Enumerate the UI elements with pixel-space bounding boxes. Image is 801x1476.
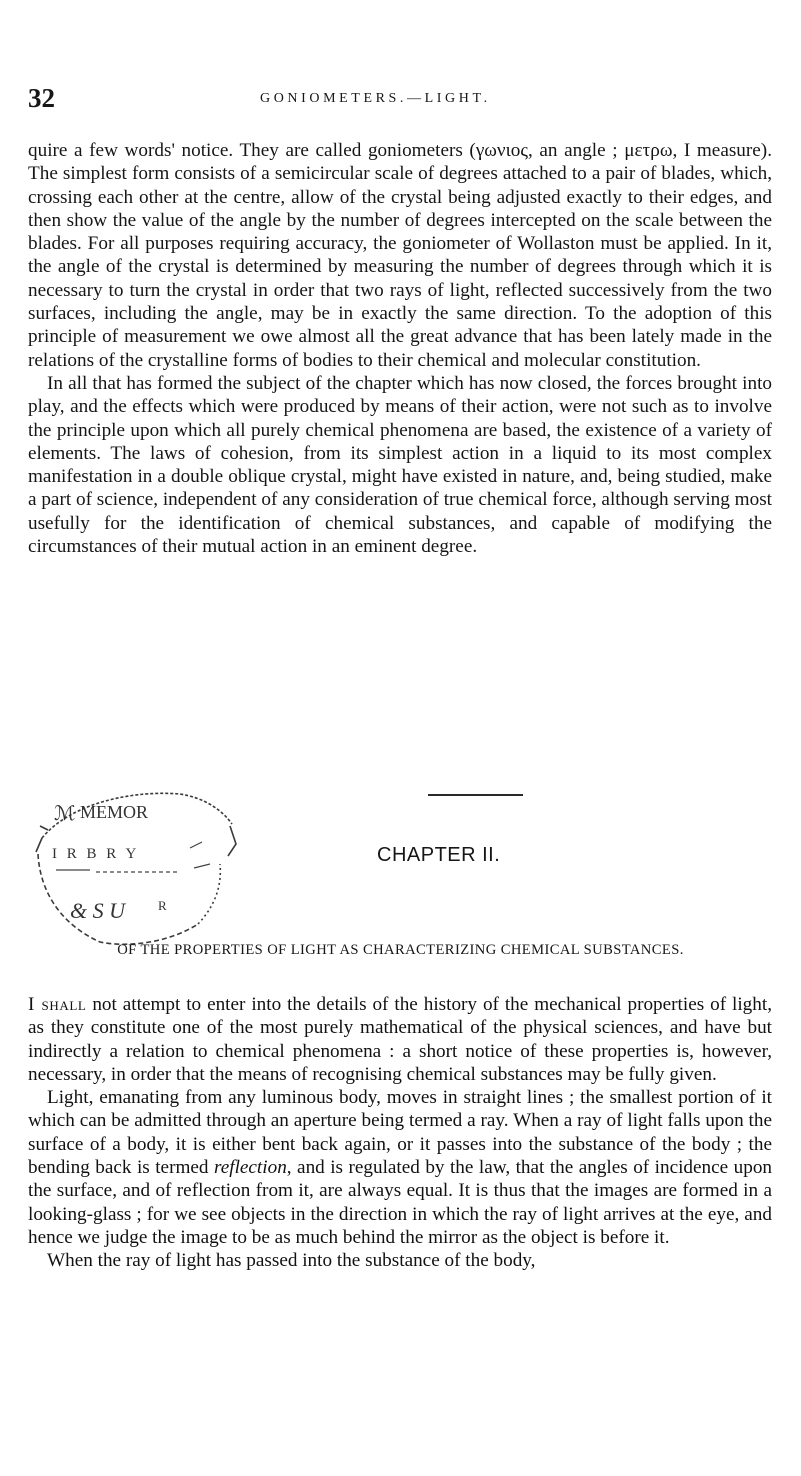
section-light <box>28 993 772 1273</box>
svg-text:I R B R Y: I R B R Y <box>52 846 140 862</box>
chapter-rule <box>428 794 523 796</box>
library-stamp-icon <box>30 786 240 948</box>
library-stamp <box>30 786 240 948</box>
paragraph-refraction-start: When the ray of light has passed into the substance of the body, <box>47 1250 536 1272</box>
paragraph-intro <box>28 993 772 1086</box>
svg-text:ℳ: ℳ <box>54 803 76 825</box>
chapter-subtitle: OF THE PROPERTIES OF LIGHT AS CHARACTERIZING CHEMICAL SUBSTANCES. <box>117 942 684 958</box>
running-head <box>28 84 773 112</box>
svg-text:R: R <box>158 898 167 913</box>
term-reflection: reflection <box>213 1157 287 1179</box>
paragraph-reflection-text-b: , and is regulated by the law, that the angles of incidence upon the surface, and of reflection from it, are always equal. It is thus that the images are formed in a looking-glass ; for we see objects in the direction in which the ray of light arrives at the eye, and hence we judge the image to be as much behind the mirror as the object is before it. <box>28 1157 772 1248</box>
paragraph-lead-word: I shall <box>28 994 87 1015</box>
section-goniometers <box>28 139 772 558</box>
chapter-title: CHAPTER II. <box>377 844 501 866</box>
paragraph-reflection <box>28 1086 772 1249</box>
svg-text:MEMOR: MEMOR <box>80 802 149 822</box>
paragraph-reflection-text-a: Light, emanating from any luminous body, moves in straight lines ; the smallest portion of it which can be admitted through an aperture being termed a ray. When a ray of light falls upon the surface of a body, it is either bent back again, or it passes into the substance of the body ; the bending back is termed <box>28 1087 772 1179</box>
svg-text:& S U: & S U <box>70 898 125 923</box>
paragraph-chapter-summary: In all that has formed the subject of the chapter which has now closed, the forces brought into play, and the effects which were produced by means of their action, were not such as to involve the principle upon which all purely chemical phenomena are based, the existence of a variety of elements. The laws of cohesion, from its simplest action in a liquid to its most complex manifestation in a double oblique crystal, might have existed in nature, and, being studied, make a part of science, independent of any consideration of true chemical force, although serving most usefully for the identification of chemical substances, and capable of modifying the circumstances of their mutual action in an eminent degree. <box>28 372 772 558</box>
page-number: 32 <box>28 83 55 113</box>
paragraph-goniometers: quire a few words' notice. They are called goniometers (γωνιος, an angle ; μετρω, I measure). The simplest form consists of a semicircular scale of degrees attached to a pair of blades, which, crossing each other at the centre, allow of the crystal being adjusted exactly to their edges, and then show the value of the angle by the number of degrees intercepted on the scale between the blades. For all purposes requiring accuracy, the goniometer of Wollaston must be applied. In it, the angle of the crystal is determined by measuring the number of degrees through which it is necessary to turn the crystal in order that two rays of light, reflected successively from the two surfaces, including the angle, may be in exactly the same direction. To the adoption of this principle of measurement we owe almost all the great advance that has been lately made in the relations of the crystalline forms of bodies to their chemical and molecular constitution. <box>28 140 772 371</box>
paragraph-intro-text: not attempt to enter into the details of the history of the mechanical properties of light, as they constitute one of the most purely mathematical of the physical sciences, and have but indirectly a relation to chemical phenomena : a short notice of these properties is, however, necessary, in order that the means of recognising chemical substances may be fully given. <box>28 994 772 1085</box>
running-title: GONIOMETERS.—LIGHT. <box>260 91 491 106</box>
